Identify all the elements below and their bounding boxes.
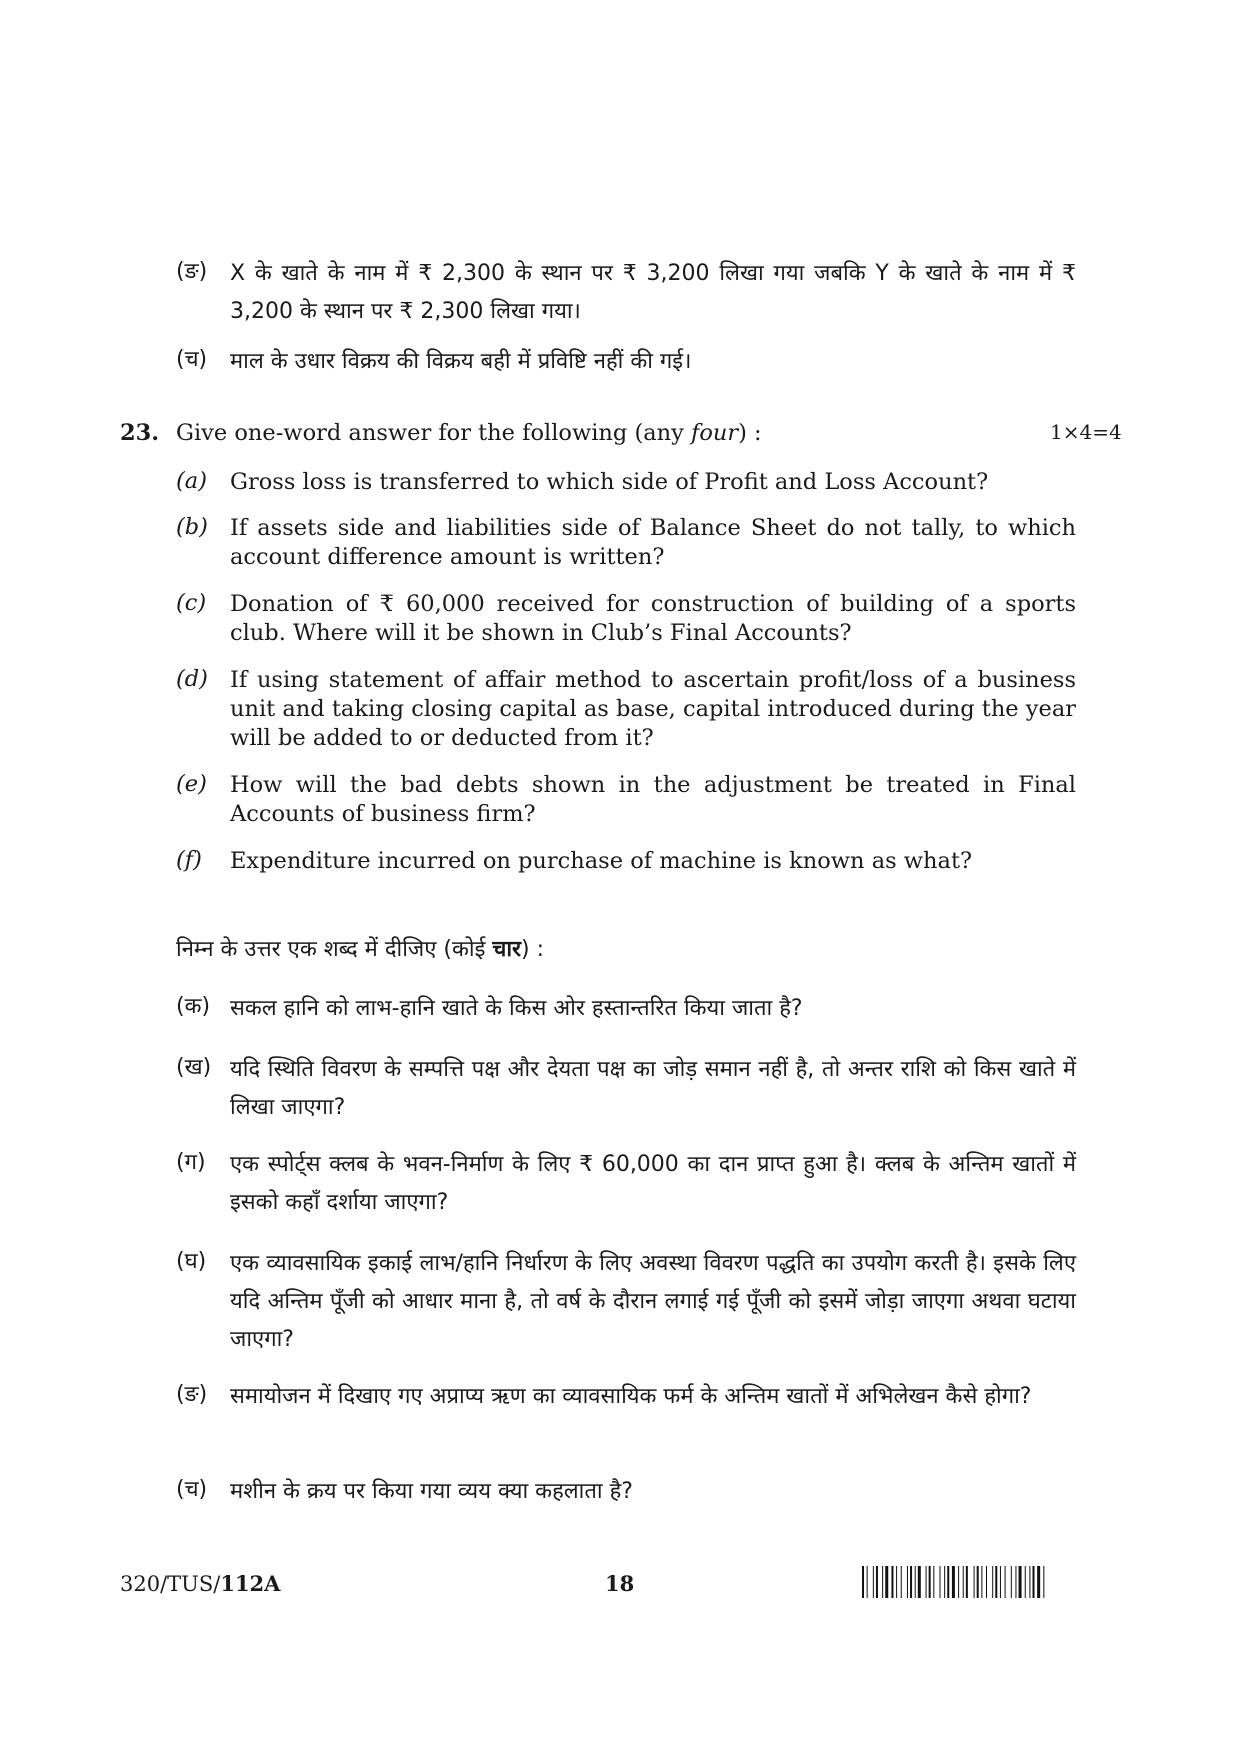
item-text: Gross loss is transferred to which side of Profit and Loss Account? <box>230 469 989 495</box>
barcode-bar <box>896 1566 897 1598</box>
hindi-item-ka <box>176 990 1076 1030</box>
barcode-bar <box>974 1566 975 1598</box>
barcode-bar <box>992 1566 993 1598</box>
barcode-bar <box>907 1566 908 1598</box>
item-text: If assets side and liabilities side of Balance Sheet do not tally, to which account difference amount is written? <box>230 515 1076 570</box>
question-text-part: ) : <box>738 420 762 446</box>
english-item-d <box>176 666 1076 756</box>
barcode-bar <box>995 1566 997 1598</box>
item-label: (e) <box>176 771 207 797</box>
barcode-bar <box>963 1566 964 1598</box>
item-label: (ङ) <box>176 1382 208 1407</box>
question-number: 23. <box>120 420 160 446</box>
paper-code-prefix: 320/TUS/ <box>120 1572 221 1596</box>
english-item-e <box>176 771 1076 831</box>
barcode-bar <box>876 1566 878 1598</box>
english-item-a <box>176 468 1076 500</box>
item-text: मशीन के क्रय पर किया गया व्यय क्या कहलाता है? <box>230 1479 633 1504</box>
barcode-bar <box>952 1566 955 1598</box>
item-label: (घ) <box>176 1249 207 1274</box>
item-label: (ख) <box>176 1055 212 1080</box>
prev-item-nga <box>176 255 1076 335</box>
english-item-f <box>176 847 1076 879</box>
hindi-item-gha <box>176 1245 1076 1365</box>
barcode-bar <box>867 1566 868 1598</box>
barcode-bar <box>1015 1566 1016 1598</box>
barcode-bar <box>933 1566 934 1598</box>
paper-code <box>120 1571 280 1596</box>
instruction-bold: चार <box>492 937 522 962</box>
barcode-bar <box>1005 1566 1006 1598</box>
barcode-bar <box>1025 1566 1026 1598</box>
barcode-bar <box>1019 1566 1022 1598</box>
item-text: If using statement of affair method to ascertain profit/loss of a business unit and taking closing capital as base, capital introduced during the year will be added to or deducted from it? <box>230 667 1076 751</box>
item-label: (b) <box>176 514 208 540</box>
instruction-part: निम्न के उत्तर एक शब्द में दीजिए (कोई <box>176 937 493 962</box>
barcode-bar <box>882 1566 883 1598</box>
hindi-item-nga <box>176 1378 1076 1458</box>
hindi-instruction <box>176 933 544 963</box>
item-label: (च) <box>176 347 208 372</box>
barcode-bar <box>929 1566 931 1598</box>
item-label: (ग) <box>176 1150 206 1175</box>
barcode-bar <box>1000 1566 1001 1598</box>
barcode-bar <box>910 1566 912 1598</box>
question-text <box>176 420 762 446</box>
question-text-part: Give one-word answer for the following (any <box>176 420 691 446</box>
barcode-bar <box>885 1566 888 1598</box>
barcode-bar <box>915 1566 916 1598</box>
item-text: How will the bad debts shown in the adjustment be treated in Final Accounts of business firm? <box>230 772 1076 827</box>
barcode-bar <box>966 1566 968 1598</box>
item-label: (c) <box>176 590 207 616</box>
english-item-c <box>176 590 1076 650</box>
item-label: (ङ) <box>176 259 208 284</box>
paper-code-bold: 112A <box>220 1571 281 1596</box>
hindi-item-ga <box>176 1146 1076 1226</box>
item-label: (क) <box>176 994 211 1019</box>
barcode-bar <box>1029 1566 1030 1598</box>
item-label: (f) <box>176 847 202 873</box>
barcode-bar <box>1037 1566 1040 1598</box>
barcode-bar <box>1033 1566 1035 1598</box>
hindi-item-cha <box>176 1473 1076 1513</box>
barcode-bar <box>891 1566 893 1598</box>
page-number: 18 <box>605 1571 635 1596</box>
item-text: एक व्यावसायिक इकाई लाभ/हानि निर्धारण के लिए अवस्था विवरण पद्धति का उपयोग करती है। इसके लिए यदि अन्तिम पूँजी को आधार माना है, तो वर्ष के दौरान लगाई गई पूँजी को इसमें जोड़ा जाएगा अथवा घटाया जाएगा? <box>230 1251 1076 1352</box>
barcode-bar <box>944 1566 945 1598</box>
item-text: Donation of ₹ 60,000 received for construction of building of a sports club. Where will it be shown in Club’s Final Accounts? <box>230 591 1076 646</box>
barcode-bar <box>873 1566 874 1598</box>
prev-item-cha <box>176 343 1076 383</box>
item-text: Expenditure incurred on purchase of machine is known as what? <box>230 848 973 874</box>
item-text: एक स्पोर्ट्स क्लब के भवन-निर्माण के लिए ₹ 60,000 का दान प्राप्त हुआ है। क्लब के अन्तिम खातों में इसको कहाँ दर्शाया जाएगा? <box>230 1152 1076 1215</box>
barcode-bar <box>981 1566 982 1598</box>
barcode-bar <box>986 1566 987 1598</box>
barcode-bar <box>901 1566 902 1598</box>
english-item-b <box>176 514 1076 574</box>
item-text: X के खाते के नाम में ₹ 2,300 के स्थान पर ₹ 3,200 लिखा गया जबकि Y के खाते के नाम में ₹ 3,200 के स्थान पर ₹ 2,300 लिखा गया। <box>230 261 1076 324</box>
item-text: समायोजन में दिखाए गए अप्राप्य ऋण का व्यावसायिक फर्म के अन्तिम खातों में अभिलेखन कैसे होगा? <box>230 1384 1032 1409</box>
barcode-bar <box>958 1566 959 1598</box>
barcode-bar <box>977 1566 979 1598</box>
barcode-bar <box>926 1566 927 1598</box>
item-label: (a) <box>176 468 207 494</box>
barcode-bar <box>1043 1566 1044 1598</box>
item-label: (च) <box>176 1477 208 1502</box>
item-text: माल के उधार विक्रय की विक्रय बही में प्रविष्टि नहीं की गई। <box>230 349 692 374</box>
barcode-bar <box>940 1566 941 1598</box>
hindi-item-kha <box>176 1051 1076 1131</box>
barcode-bar <box>862 1566 864 1598</box>
item-text: सकल हानि को लाभ-हानि खाते के किस ओर हस्तान्तरित किया जाता है? <box>230 996 803 1021</box>
barcode-bar <box>918 1566 921 1598</box>
item-label: (d) <box>176 666 208 692</box>
question-marks: 1×4=4 <box>1050 420 1122 444</box>
barcode-bar <box>1011 1566 1012 1598</box>
instruction-part: ) : <box>521 937 545 962</box>
barcode-icon <box>862 1566 1128 1598</box>
question-text-italic: four <box>691 420 739 446</box>
barcode-bar <box>947 1566 949 1598</box>
item-text: यदि स्थिति विवरण के सम्पत्ति पक्ष और देयता पक्ष का जोड़ समान नहीं है, तो अन्तर राशि को किस खाते में लिखा जाएगा? <box>230 1057 1076 1120</box>
